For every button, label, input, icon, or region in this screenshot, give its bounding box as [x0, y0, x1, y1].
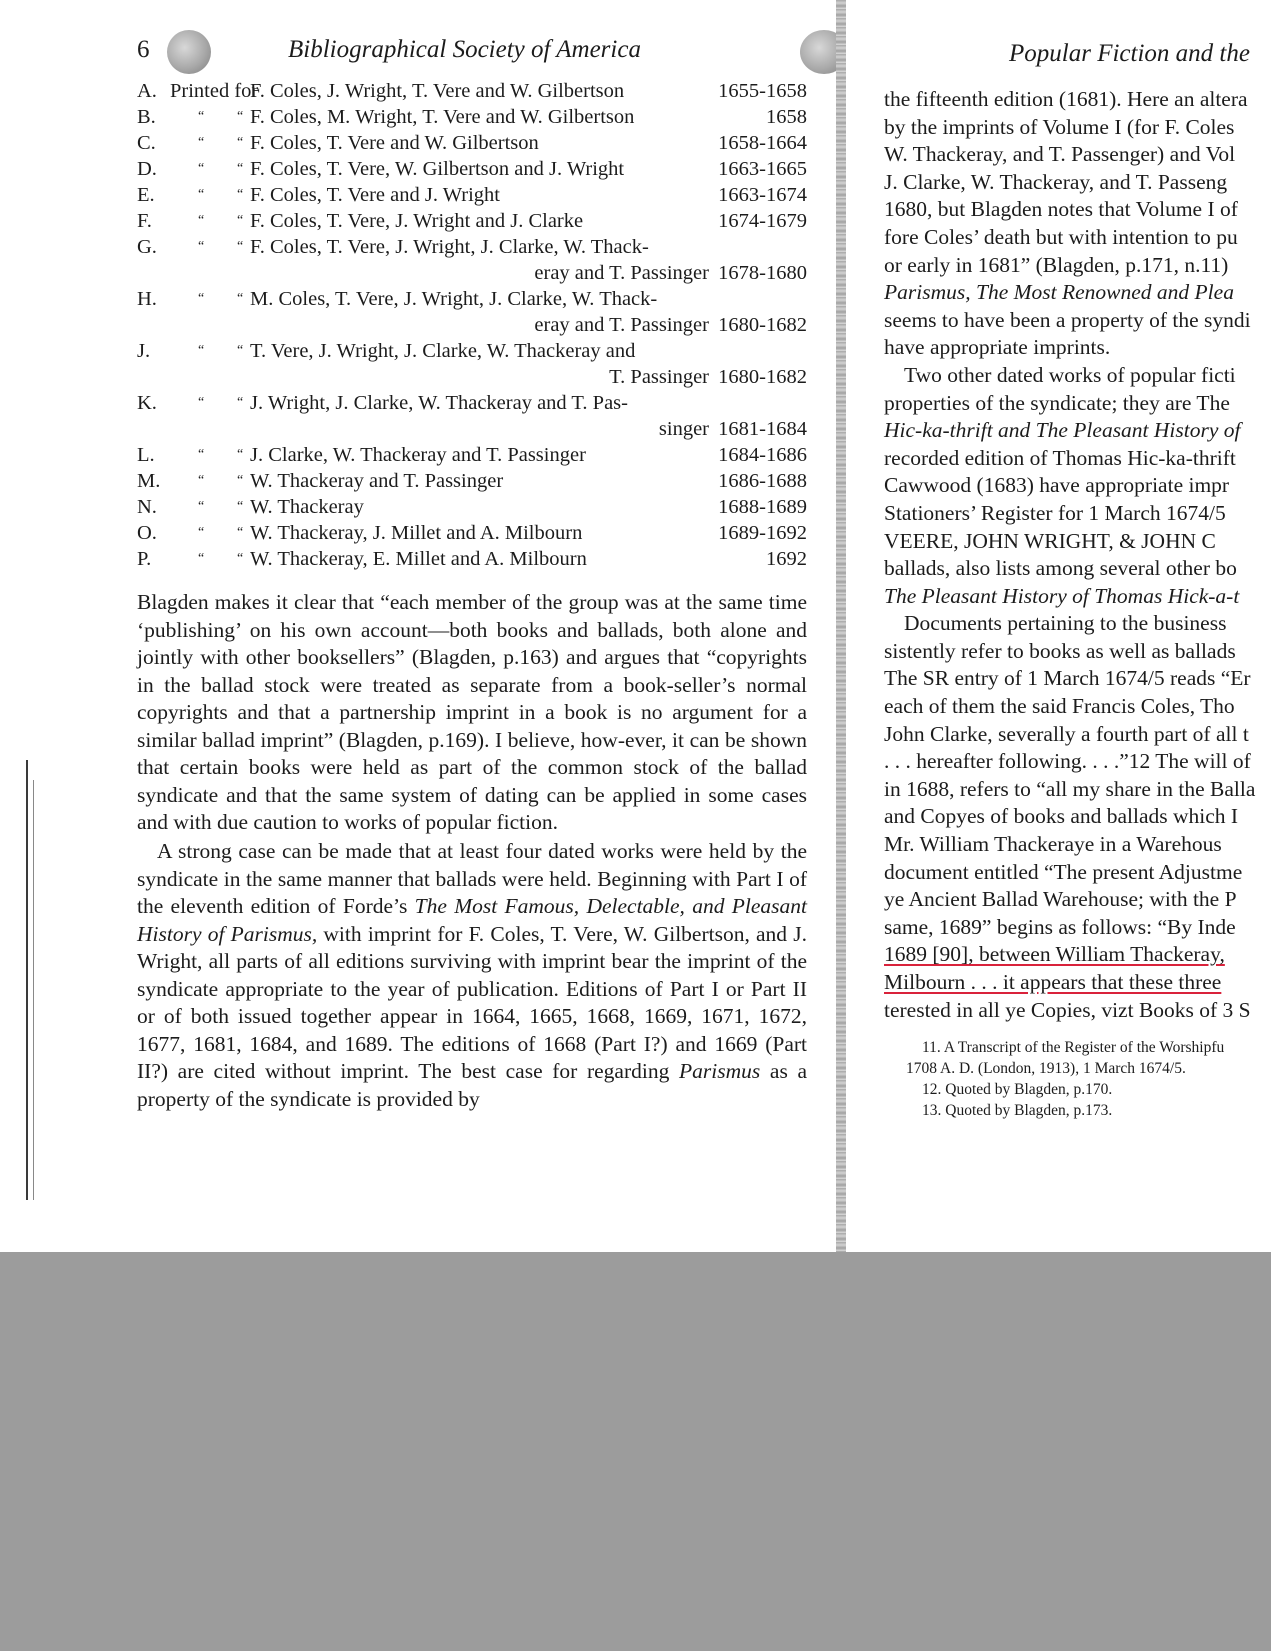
imprint-row: [137, 182, 807, 208]
text-line: in 1688, refers to “all my share in the Balla: [884, 776, 1256, 801]
book-gutter: [836, 0, 846, 1252]
imprint-row: [137, 156, 807, 182]
imprint-dates: 1692: [766, 548, 807, 570]
imprint-names: F. Coles, T. Vere, J. Wright, J. Clarke, W. Thack-: [250, 236, 649, 258]
footnote: 13. Quoted by Blagden, p.173.: [922, 1102, 1113, 1119]
text-line: The SR entry of 1 March 1674/5 reads “Er: [884, 666, 1251, 691]
text-line: Milbourn . . . it appears that these three: [884, 970, 1222, 994]
text-line: recorded edition of Thomas Hic-ka-thrift: [884, 445, 1236, 470]
ditto-mark: “: [237, 213, 244, 228]
text-line: Parismus, The Most Renowned and Plea: [884, 280, 1234, 305]
running-head: Popular Fiction and the: [1009, 40, 1250, 67]
footnotes: [906, 1037, 1271, 1121]
ditto-mark: “: [198, 213, 205, 228]
imprint-row: [137, 520, 807, 546]
ditto-mark: “: [198, 395, 205, 410]
imprint-row: [137, 338, 807, 390]
imprint-row: [137, 468, 807, 494]
ditto-mark: “: [237, 447, 244, 462]
text-line: properties of the syndicate; they are The: [884, 390, 1230, 415]
imprint-dates: 1678-1680: [718, 262, 807, 284]
ditto-mark: “: [237, 135, 244, 150]
imprint-names: J. Wright, J. Clarke, W. Thackeray and T. Pas-: [250, 392, 628, 414]
imprint-names: T. Vere, J. Wright, J. Clarke, W. Thackeray and: [250, 340, 636, 362]
scanner-background: [0, 1252, 1271, 1651]
imprint-names: W. Thackeray, J. Millet and A. Milbourn: [250, 522, 583, 544]
text-line: Stationers’ Register for 1 March 1674/5: [884, 500, 1226, 525]
text-line: same, 1689” begins as follows: “By Inde: [884, 914, 1236, 939]
footnote: 11. A Transcript of the Register of the Worshipfu: [922, 1039, 1225, 1056]
left-page: [0, 0, 836, 1252]
ditto-mark: “: [237, 291, 244, 306]
imprint-row: [137, 286, 807, 338]
imprint-names: eray and T. Passinger: [534, 262, 709, 284]
text-line: The Pleasant History of Thomas Hick-a-t: [884, 583, 1240, 608]
imprint-names: W. Thackeray: [250, 496, 364, 518]
ditto-mark: “: [237, 551, 244, 566]
imprint-dates: 1658: [766, 106, 807, 128]
imprint-names: F. Coles, T. Vere, J. Wright and J. Clarke: [250, 210, 584, 232]
imprint-letter: C.: [137, 132, 156, 154]
text-line: J. Clarke, W. Thackeray, and T. Passeng: [884, 169, 1228, 194]
imprint-letter: E.: [137, 184, 155, 206]
ditto-mark: “: [198, 109, 205, 124]
ditto-mark: “: [198, 161, 205, 176]
ditto-mark: “: [198, 239, 205, 254]
text-line: each of them the said Francis Coles, Tho: [884, 694, 1235, 719]
imprint-dates: 1658-1664: [718, 132, 807, 154]
page-number: 6: [137, 36, 150, 63]
text-line: VEERE, JOHN WRIGHT, & JOHN C: [884, 528, 1216, 553]
imprint-row: [137, 234, 807, 286]
imprint-names: T. Passinger: [609, 366, 709, 388]
ditto-mark: “: [237, 109, 244, 124]
ditto-mark: “: [237, 161, 244, 176]
imprint-letter: P.: [137, 548, 152, 570]
body-paragraph: [137, 838, 807, 1113]
book-title: Parismus: [679, 1059, 761, 1083]
ditto-mark: “: [198, 187, 205, 202]
ditto-mark: “: [198, 447, 205, 462]
text-line: the fifteenth edition (1681). Here an altera: [884, 87, 1248, 111]
imprint-dates: 1680-1682: [718, 366, 807, 388]
imprint-row: [137, 130, 807, 156]
text-line: Hic-ka-thrift and The Pleasant History of: [884, 418, 1241, 443]
imprint-dates: 1686-1688: [718, 470, 807, 492]
text-line: document entitled “The present Adjustme: [884, 859, 1243, 884]
text-line: terested in all ye Copies, vizt Books of 3 S: [884, 997, 1251, 1022]
text-line: 1689 [90], between William Thackeray,: [884, 942, 1225, 967]
imprint-names: F. Coles, T. Vere, W. Gilbertson and J. Wright: [250, 158, 625, 180]
imprint-letter: L.: [137, 444, 155, 466]
text-line: seems to have been a property of the syndi: [884, 307, 1251, 332]
imprint-names: M. Coles, T. Vere, J. Wright, J. Clarke, W. Thack-: [250, 288, 658, 310]
ditto-mark: “: [237, 239, 244, 254]
ditto-mark: “: [198, 473, 205, 488]
ditto-mark: “: [198, 525, 205, 540]
imprint-names: singer: [658, 418, 709, 440]
imprint-dates: 1681-1684: [718, 418, 807, 440]
imprint-row: [137, 104, 807, 130]
text-line: Mr. William Thackeraye in a Warehous: [884, 832, 1222, 857]
imprint-letter: K.: [137, 392, 157, 414]
para-text: with imprint for F. Coles, T. Vere, W. Gilbertson, and J. Wright, all parts of all editions surviving with imprint bear the imprint of the syndicate appropriate to the year of publication. Editions of Part I or Part II or of both issued together appear in 1664, 1665, 1668, 1669, 1671, 1672, 1677, 1681, 1684, and 1689. The editions of 1668 (Part I?) and 1669 (Part II?) are cited without imprint. The best case for regarding: [137, 921, 807, 1083]
ditto-mark: “: [198, 343, 205, 358]
text-line: John Clarke, severally a fourth part of all t: [884, 721, 1249, 746]
imprint-letter: N.: [137, 496, 157, 518]
text-line: ballads, also lists among several other bo: [884, 556, 1237, 581]
imprint-letter: H.: [137, 288, 157, 310]
ditto-mark: “: [237, 187, 244, 202]
punch-hole: [167, 30, 211, 74]
right-page: [846, 0, 1271, 1252]
para-text: A strong case can be made that at least four dated works were held by the syndicate in the same manner that ballads were held. Beginning with Part I of the eleventh edition of Forde’s: [137, 839, 807, 918]
imprint-dates: 1663-1665: [718, 158, 807, 180]
ditto-mark: “: [237, 525, 244, 540]
ditto-mark: “: [237, 395, 244, 410]
imprint-letter: D.: [137, 158, 157, 180]
imprint-row: [137, 494, 807, 520]
text-line: or early in 1681” (Blagden, p.171, n.11): [884, 252, 1229, 277]
imprint-dates: 1663-1674: [718, 184, 807, 206]
text-line: Documents pertaining to the business: [904, 611, 1227, 636]
imprint-names: F. Coles, T. Vere and J. Wright: [250, 184, 500, 206]
ditto-mark: “: [198, 551, 205, 566]
imprint-names: F. Coles, M. Wright, T. Vere and W. Gilbertson: [250, 106, 635, 128]
imprint-dates: 1688-1689: [718, 496, 807, 518]
ditto-mark: “: [237, 343, 244, 358]
imprint-letter: G.: [137, 236, 157, 258]
imprint-table: [137, 78, 807, 572]
imprint-row: [137, 78, 807, 104]
punch-hole: [800, 30, 836, 74]
text-line: ye Ancient Ballad Warehouse; with the P: [884, 887, 1237, 912]
imprint-names: eray and T. Passinger: [534, 314, 709, 336]
ditto-mark: “: [198, 135, 205, 150]
text-line: Cawwood (1683) have appropriate impr: [884, 473, 1230, 498]
imprint-row: [137, 442, 807, 468]
imprint-dates: 1674-1679: [718, 210, 807, 232]
printed-for-label: Printed for: [170, 80, 259, 102]
ditto-mark: “: [198, 291, 205, 306]
text-line: 1680, but Blagden notes that Volume I of: [884, 197, 1238, 222]
imprint-letter: F.: [137, 210, 152, 232]
imprint-names: F. Coles, J. Wright, T. Vere and W. Gilbertson: [250, 80, 625, 102]
imprint-row: [137, 546, 807, 572]
imprint-names: J. Clarke, W. Thackeray and T. Passinger: [250, 444, 586, 466]
text-line: Two other dated works of popular ficti: [904, 362, 1236, 387]
imprint-names: W. Thackeray and T. Passinger: [250, 470, 504, 492]
text-line: . . . hereafter following. . . .”12 The will of: [884, 749, 1251, 774]
text-line: by the imprints of Volume I (for F. Coles: [884, 114, 1235, 139]
text-line: fore Coles’ death but with intention to pu: [884, 224, 1238, 249]
imprint-dates: 1689-1692: [718, 522, 807, 544]
imprint-letter: J.: [137, 340, 151, 362]
right-page-text: [884, 86, 1271, 1024]
body-paragraph: Blagden makes it clear that “each member of the group was at the same time ‘publishing’ on his own account—both books and ballads, both alone and jointly with other booksellers” (Blagden, p.163) and argues that “copyrights in the ballad stock were treated as separate from a book-seller’s normal copyrights and that a partnership imprint in a book is no argument for a similar ballad imprint” (Blagden, p.169). I believe, how-ever, it can be shown that certain books were held as part of the common stock of the ballad syndicate and that the same system of dating can be applied in some cases and with due caution to works of popular fiction.: [137, 590, 807, 834]
imprint-row: [137, 208, 807, 234]
book-title: The Most Famous, Delectable, and Pleasant History of Parismus,: [137, 894, 808, 946]
imprint-dates: 1684-1686: [718, 444, 807, 466]
ditto-mark: “: [237, 473, 244, 488]
footnote: 1708 A. D. (London, 1913), 1 March 1674/5.: [906, 1060, 1186, 1077]
text-line: W. Thackeray, and T. Passenger) and Vol: [884, 142, 1236, 167]
imprint-letter: M.: [137, 470, 161, 492]
imprint-names: F. Coles, T. Vere and W. Gilbertson: [250, 132, 539, 154]
para-text: as a property of the syndicate is provided by: [137, 1059, 807, 1111]
imprint-dates: 1680-1682: [718, 314, 807, 336]
imprint-dates: 1655-1658: [718, 80, 807, 102]
imprint-letter: B.: [137, 106, 156, 128]
text-line: have appropriate imprints.: [884, 335, 1111, 360]
imprint-letter: A.: [137, 80, 157, 102]
footnote: 12. Quoted by Blagden, p.170.: [922, 1081, 1113, 1098]
text-line: sistently refer to books as well as ballads: [884, 638, 1236, 663]
running-head: Bibliographical Society of America: [288, 36, 641, 63]
ditto-mark: “: [198, 499, 205, 514]
imprint-letter: O.: [137, 522, 157, 544]
text-line: and Copyes of books and ballads which I: [884, 804, 1239, 829]
ditto-mark: “: [237, 499, 244, 514]
imprint-row: [137, 390, 807, 442]
imprint-names: W. Thackeray, E. Millet and A. Milbourn: [250, 548, 587, 570]
